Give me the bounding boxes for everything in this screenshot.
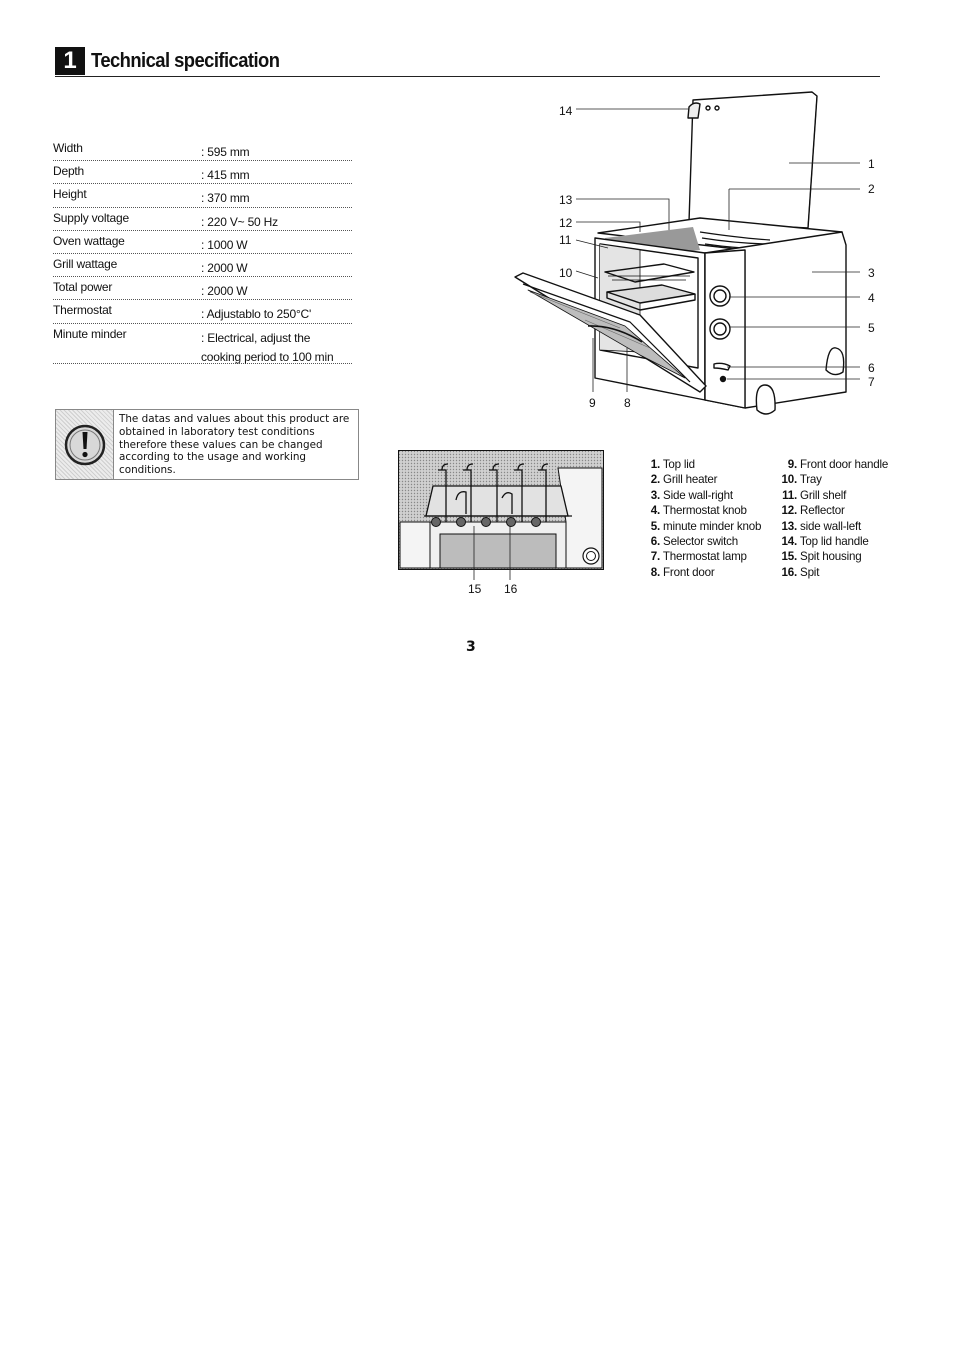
spec-label: Total power xyxy=(53,280,113,295)
page-number: 3 xyxy=(466,639,476,655)
spec-value: : 415 mm xyxy=(201,168,250,183)
legend-item: 4. Thermostat knob xyxy=(650,504,747,518)
callout-label: 4 xyxy=(868,291,875,305)
legend-item: 11. Grill shelf xyxy=(782,488,847,502)
legend-item: 14. Top lid handle xyxy=(781,535,869,549)
exclamation-icon xyxy=(56,410,114,479)
legend-column-2 xyxy=(777,457,888,580)
spec-label: Height xyxy=(53,187,87,202)
spec-value: : Adjustablo to 250°C' xyxy=(201,307,312,322)
callout-label: 6 xyxy=(868,361,875,375)
callout-label: 1 xyxy=(868,157,875,171)
legend-item: 12. Reflector xyxy=(781,504,845,518)
spec-label: Supply voltage xyxy=(53,210,129,225)
callout-label: 5 xyxy=(868,321,875,335)
note-text: The datas and values about this product are obtained in laboratory test conditions therefore these values can be changed according to the usage and working conditions. xyxy=(119,413,350,477)
callout-label: 16 xyxy=(504,582,518,596)
callout-label: 2 xyxy=(868,182,875,196)
legend-item: 5. minute minder knob xyxy=(650,519,762,533)
legend-item: 3. Side wall-right xyxy=(650,488,733,502)
spec-label: Oven wattage xyxy=(53,233,125,248)
oven-illustration xyxy=(0,0,954,420)
spec-value: : Electrical, adjust the cooking period to 100 min xyxy=(201,330,334,364)
legend-column-1 xyxy=(647,457,761,580)
spec-label: Width xyxy=(53,141,83,155)
callout-label: 8 xyxy=(624,396,631,410)
legend-item: 16. Spit xyxy=(781,565,820,579)
spec-value: : 595 mm xyxy=(201,145,250,159)
spec-value: : 2000 W xyxy=(201,260,248,275)
callout-label: 7 xyxy=(868,375,875,389)
spec-value: : 370 mm xyxy=(201,191,250,206)
legend-item: 6. Selector switch xyxy=(650,535,738,549)
callout-label: 9 xyxy=(589,396,596,410)
spec-value: : 2000 W xyxy=(201,284,248,299)
spec-value: : 220 V~ 50 Hz xyxy=(201,214,278,229)
spec-label: Minute minder xyxy=(53,326,127,341)
section-number: 1 xyxy=(55,47,85,75)
warning-icon-box xyxy=(56,410,114,479)
callout-label: 3 xyxy=(868,266,875,280)
spec-label: Thermostat xyxy=(53,303,112,318)
legend-item: 9. Front door handle xyxy=(787,458,889,471)
legend-item: 1. Top lid xyxy=(650,458,695,471)
callout-label: 12 xyxy=(559,216,573,230)
legend-item: 2. Grill heater xyxy=(650,473,718,487)
legend-item: 7. Thermostat lamp xyxy=(650,550,747,564)
callout-label: 13 xyxy=(559,193,573,207)
spec-value: : 1000 W xyxy=(201,237,248,252)
spit-detail-illustration xyxy=(398,450,604,570)
callout-label: 14 xyxy=(559,104,573,118)
legend-item: 8. Front door xyxy=(650,565,715,579)
legend-item: 10. Tray xyxy=(781,473,822,487)
callout-label: 10 xyxy=(559,266,573,280)
legend-item: 13. side wall-left xyxy=(781,519,862,533)
legend-item: 15. Spit housing xyxy=(781,550,862,564)
section-title: Technical specification xyxy=(91,50,280,72)
callout-label: 15 xyxy=(468,582,482,596)
callout-label: 11 xyxy=(559,233,572,247)
spec-label: Depth xyxy=(53,164,85,179)
spec-label: Grill wattage xyxy=(53,256,118,271)
